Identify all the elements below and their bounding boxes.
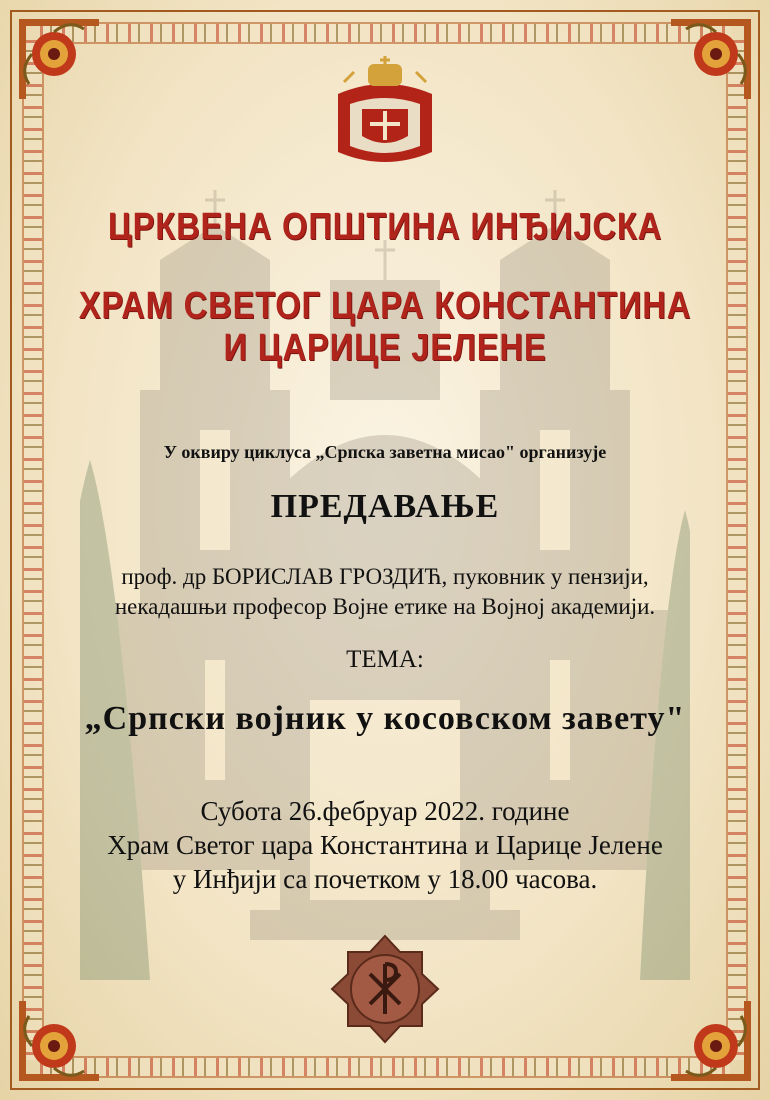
serbian-church-coat-of-arms-icon — [330, 54, 440, 172]
church-title — [54, 285, 716, 369]
lecturer-line-2: некадашњи професор Војне етике на Војној академији. — [114, 594, 656, 619]
schedule-line-1: Субота 26.фебруар 2022. године — [200, 796, 570, 826]
ornament-corner-icon — [14, 996, 104, 1086]
ornament-corner-icon — [14, 14, 104, 104]
schedule-line-2: Храм Светог цара Константина и Царице Јелене — [107, 830, 663, 860]
ornament-corner-icon — [666, 14, 756, 104]
chi-rho-seal-icon — [330, 934, 440, 1044]
border-ornament-left — [22, 40, 44, 1060]
church-title-line-2: И ЦАРИЦЕ ЈЕЛЕНЕ — [223, 327, 547, 369]
event-type-heading: ПРЕДАВАЊЕ — [270, 488, 500, 525]
border-ornament-bottom — [40, 1056, 730, 1078]
lecturer-info — [0, 562, 770, 622]
topic-label: ТЕМА: — [346, 646, 424, 673]
schedule-info — [0, 794, 770, 896]
church-title-line-1: ХРАМ СВЕТОГ ЦАРА КОНСТАНТИНА — [78, 285, 692, 327]
ornament-corner-icon — [666, 996, 756, 1086]
schedule-line-3: у Инђији са почетком у 18.00 часова. — [172, 864, 598, 894]
border-ornament-top — [40, 22, 730, 44]
topic-title: „Српски војник у косовском завету" — [84, 700, 686, 737]
border-ornament-right — [726, 40, 748, 1060]
lecturer-line-1: проф. др БОРИСЛАВ ГРОЗДИЋ, пуковник у пензији, — [121, 564, 649, 589]
frame-outer-line — [10, 10, 760, 1090]
intro-text: У оквиру циклуса „Српска заветна мисао" организује — [163, 442, 607, 462]
parish-title: ЦРКВЕНА ОПШТИНА ИНЂИЈСКА — [107, 206, 663, 248]
